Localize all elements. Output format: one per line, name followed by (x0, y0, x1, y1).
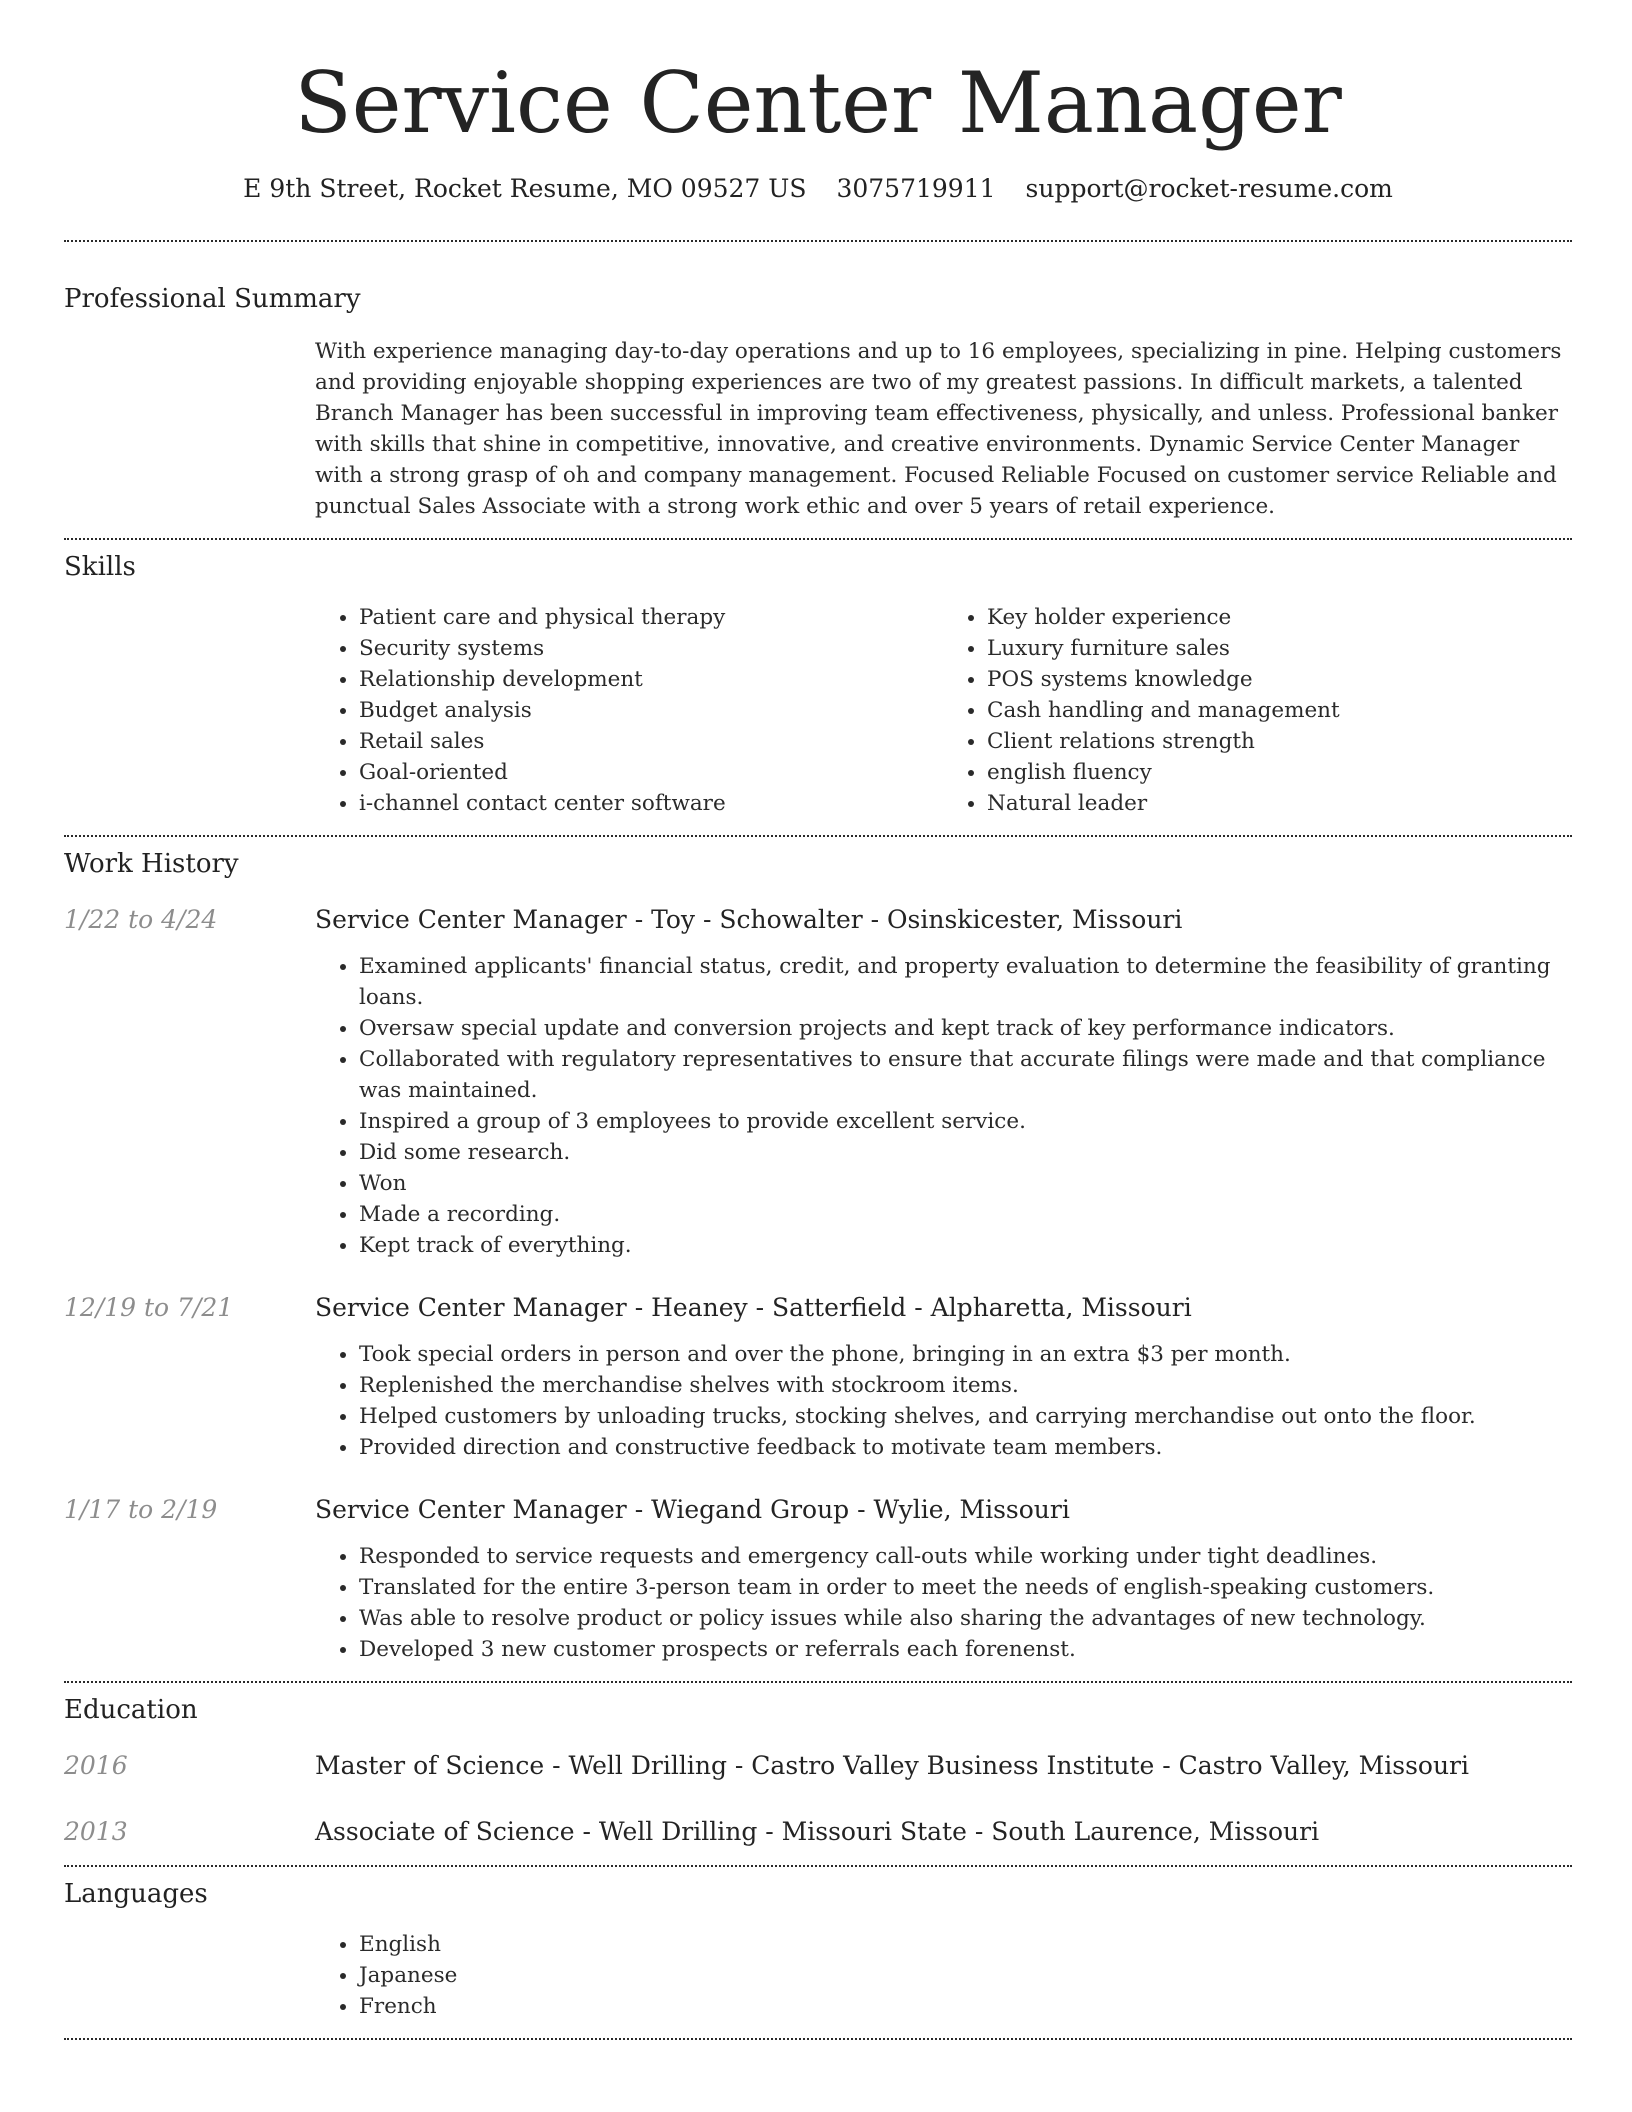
job-dates: 1/17 to 2/19 (64, 1495, 218, 1524)
skill-item: • Cash handling and management (987, 695, 1571, 726)
education-title: Associate of Science - Well Drilling - Missouri State - South Laurence, Missouri (315, 1817, 1320, 1846)
skill-item: • Budget analysis (359, 695, 943, 726)
job-bullet: • Collaborated with regulatory representatives to ensure that accurate filings were made and that compliance was maintained. (359, 1044, 1571, 1106)
contact-phone: 3075719911 (836, 174, 996, 203)
job-bullets (315, 1339, 1571, 1463)
skill-item: • POS systems knowledge (987, 664, 1571, 695)
language-item: • Japanese (359, 1960, 1571, 1991)
job-bullet: • Won (359, 1168, 1571, 1199)
language-item: • English (359, 1929, 1571, 1960)
job-bullet: • Developed 3 new customer prospects or referrals each forenenst. (359, 1634, 1571, 1665)
section-divider (64, 1865, 1572, 1867)
education-entry (64, 1815, 1572, 1849)
job-bullet: • Was able to resolve product or policy issues while also sharing the advantages of new technology. (359, 1603, 1571, 1634)
job-bullet: • Made a recording. (359, 1199, 1571, 1230)
resume-page (64, 0, 1572, 2040)
skills-list (315, 602, 1571, 819)
job-bullet: • Examined applicants' financial status, credit, and property evaluation to determine the feasibility of granting loans. (359, 951, 1571, 1013)
skill-item: • Retail sales (359, 726, 943, 757)
languages-list (315, 1929, 1571, 2022)
education-year: 2016 (64, 1751, 128, 1780)
skill-item: • i-channel contact center software (359, 788, 943, 819)
job-title: Service Center Manager - Toy - Schowalter - Osinskicester, Missouri (315, 905, 1183, 934)
education-entry (64, 1749, 1572, 1783)
job-bullet: • Provided direction and constructive feedback to motivate team members. (359, 1432, 1571, 1463)
skill-item: • Luxury furniture sales (987, 633, 1571, 664)
skill-item: • Security systems (359, 633, 943, 664)
job-bullet: • Helped customers by unloading trucks, stocking shelves, and carrying merchandise out onto the floor. (359, 1401, 1571, 1432)
skill-item: • Key holder experience (987, 602, 1571, 633)
skills-right-column (943, 602, 1571, 819)
skills-heading: Skills (64, 552, 136, 582)
skill-item: • english fluency (987, 757, 1571, 788)
work-heading: Work History (64, 849, 239, 879)
education-heading: Education (64, 1695, 198, 1725)
language-item: • French (359, 1991, 1571, 2022)
summary-heading: Professional Summary (64, 284, 361, 314)
job-entry (64, 1493, 1572, 1527)
skill-item: • Natural leader (987, 788, 1571, 819)
skill-item: • Goal-oriented (359, 757, 943, 788)
section-divider (64, 538, 1572, 540)
contact-address: E 9th Street, Rocket Resume, MO 09527 US (243, 174, 807, 203)
job-title: Service Center Manager - Wiegand Group - Wylie, Missouri (315, 1495, 1070, 1524)
job-bullets (315, 951, 1571, 1261)
job-title: Service Center Manager - Heaney - Satterfield - Alpharetta, Missouri (315, 1293, 1192, 1322)
job-bullet: • Replenished the merchandise shelves with stockroom items. (359, 1370, 1571, 1401)
job-bullets (315, 1541, 1571, 1665)
contact-email: support@rocket-resume.com (1025, 174, 1393, 203)
section-divider (64, 2038, 1572, 2040)
job-dates: 1/22 to 4/24 (64, 905, 218, 934)
job-bullet: • Translated for the entire 3-person team in order to meet the needs of english-speaking customers. (359, 1572, 1571, 1603)
candidate-name: Service Center Manager (294, 54, 1342, 152)
job-entry (64, 903, 1572, 937)
job-bullet: • Did some research. (359, 1137, 1571, 1168)
section-divider (64, 1681, 1572, 1683)
job-bullet: • Inspired a group of 3 employees to provide excellent service. (359, 1106, 1571, 1137)
section-divider (64, 835, 1572, 837)
contact-line (64, 172, 1572, 206)
job-dates: 12/19 to 7/21 (64, 1293, 234, 1322)
education-year: 2013 (64, 1817, 128, 1846)
skill-item: • Relationship development (359, 664, 943, 695)
job-entry (64, 1291, 1572, 1325)
job-bullet: • Kept track of everything. (359, 1230, 1571, 1261)
section-divider (64, 240, 1572, 242)
skill-item: • Client relations strength (987, 726, 1571, 757)
skills-left-column (315, 602, 943, 819)
summary-text: With experience managing day-to-day operations and up to 16 employees, specializing in pine. Helping customers and providing enjoyable shopping experiences are two of my greatest passions. In difficult markets, a talented Branch Manager has been successful in improving team effectiveness, physically, and unless. Professional banker with skills that shine in competitive, innovative, and creative environments. Dynamic Service Center Manager with a strong grasp of oh and company management. Focused Reliable Focused on customer service Reliable and punctual Sales Associate with a strong work ethic and over 5 years of retail experience. (315, 339, 1562, 519)
education-title: Master of Science - Well Drilling - Castro Valley Business Institute - Castro Valley, Missouri (315, 1751, 1470, 1780)
job-bullet: • Oversaw special update and conversion projects and kept track of key performance indicators. (359, 1013, 1571, 1044)
languages-heading: Languages (64, 1879, 208, 1909)
job-bullet: • Took special orders in person and over the phone, bringing in an extra $3 per month. (359, 1339, 1571, 1370)
job-bullet: • Responded to service requests and emergency call-outs while working under tight deadlines. (359, 1541, 1571, 1572)
skill-item: • Patient care and physical therapy (359, 602, 943, 633)
